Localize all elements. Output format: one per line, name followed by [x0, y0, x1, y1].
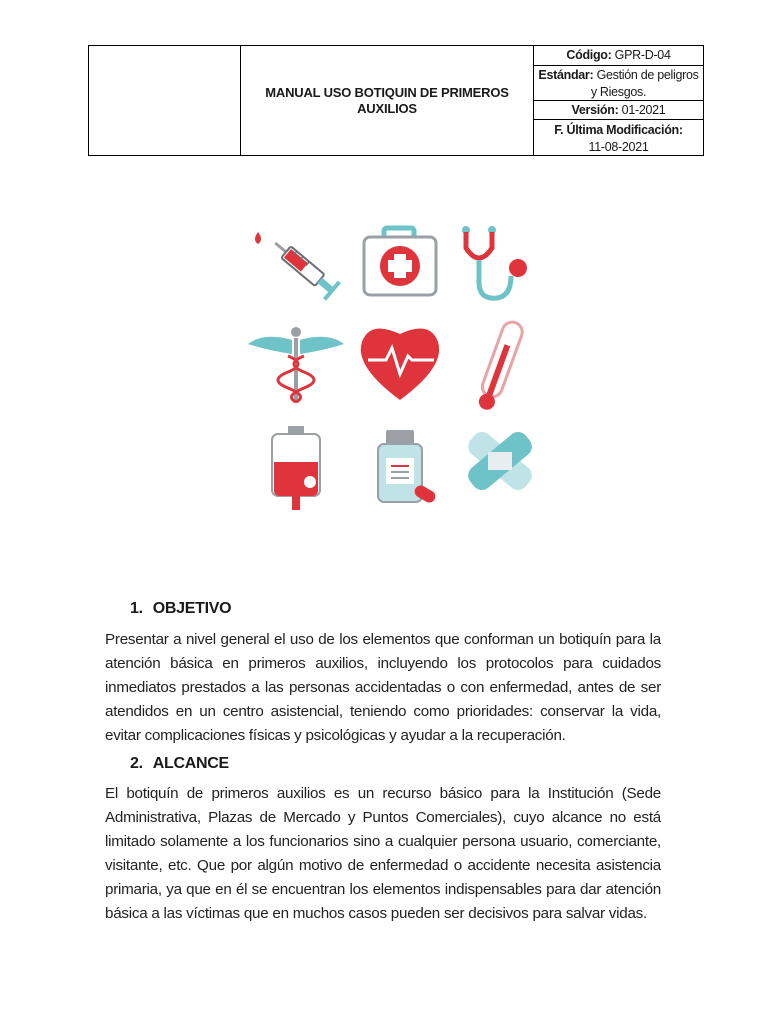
codigo-label: Código:: [566, 48, 612, 62]
document-header-table: [88, 45, 704, 156]
syringe-icon: [255, 232, 341, 301]
logo-cell: [89, 46, 241, 155]
section-number: 2.: [130, 755, 143, 772]
section-title-objetivo: [130, 600, 231, 618]
document-title: MANUAL USO BOTIQUIN DE PRIMEROS AUXILIOS: [241, 46, 534, 155]
stethoscope-icon: [462, 226, 527, 298]
blood-bag-icon: [272, 426, 320, 510]
heart-pulse-icon: [361, 329, 439, 400]
objetivo-paragraph: Presentar a nivel general el uso de los elementos que conforman un botiquín para la atención básica en primeros auxilios, incluyendo los protocolos para cuidados inmediatos prestados a las personas accidentadas o con enfermedad, antes de ser atendidos en un centro asistencial, teniendo como prioridades: conservar la vida, evitar complicaciones físicas y psicológicas y ayudar a la recuperación.: [105, 631, 661, 744]
alcance-paragraph: El botiquín de primeros auxilios es un recurso básico para la Institución (Sede Administrativa, Plazas de Mercado y Puntos Comerciales), cuyo alcance no está limitado solamente a los funcionarios sino a cualquier persona usuario, comerciante, visitante, etc. Que por algún motivo de enfermedad o accidente necesita asistencia primaria, ya que en él se encuentran los elementos indispensables para dar atención básica a las víctimas que en muchos casos pueden ser decisivos para salvar vidas.: [105, 785, 661, 922]
estandar-value: Gestión de peligros y Riesgos.: [590, 68, 699, 99]
section-title-text: OBJETIVO: [152, 600, 232, 617]
modificacion-value: 11-08-2021: [588, 140, 649, 154]
thermometer-icon: [475, 319, 525, 412]
version-label: Versión:: [571, 103, 619, 117]
caduceus-icon: [248, 327, 344, 402]
estandar-cell: [534, 66, 703, 101]
modificacion-label: F. Última Modificación:: [554, 123, 683, 137]
first-aid-kit-icon: [364, 228, 436, 295]
codigo-value: GPR-D-04: [614, 48, 671, 62]
version-value: 01-2021: [621, 103, 666, 117]
document-meta: [534, 46, 703, 155]
bandage-icon: [464, 428, 536, 494]
section-number: 1.: [130, 600, 143, 617]
section-title-text: ALCANCE: [152, 755, 229, 772]
section-title-alcance: [130, 755, 229, 773]
first-aid-illustration: [236, 210, 546, 520]
modificacion-cell: [534, 120, 703, 156]
estandar-label: Estándar:: [538, 68, 594, 82]
codigo-cell: [534, 46, 703, 66]
medicine-bottle-icon: [378, 430, 438, 505]
version-cell: [534, 101, 703, 120]
